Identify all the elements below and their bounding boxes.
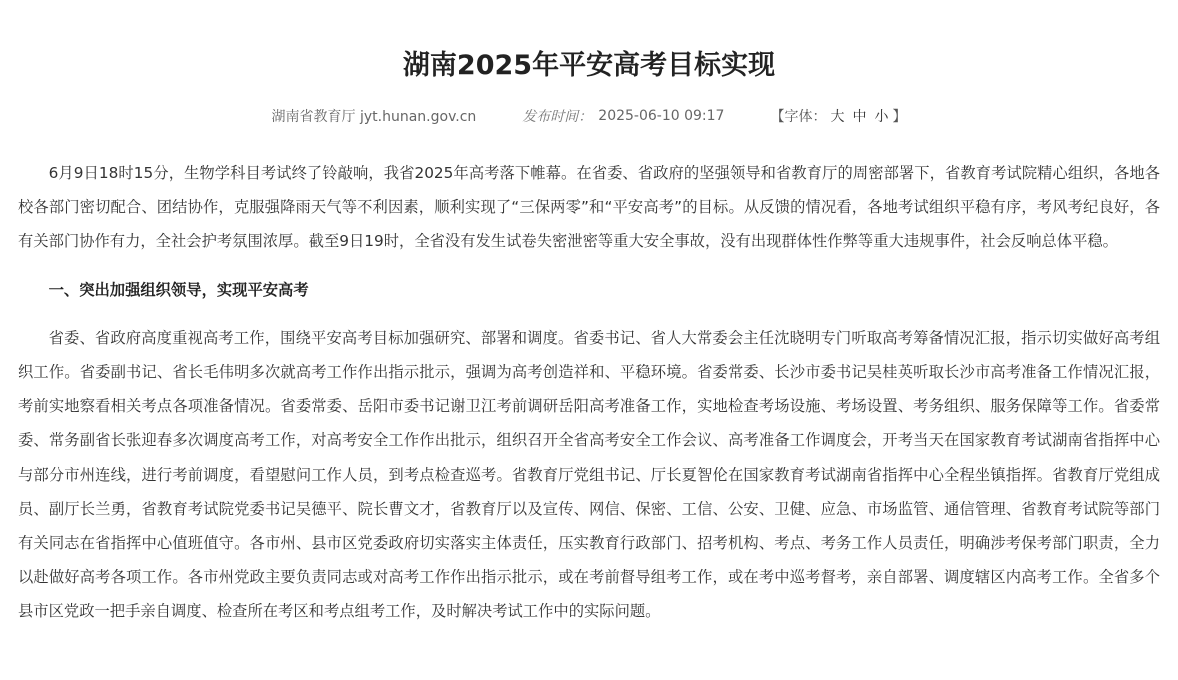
- article-content: [18, 156, 1160, 629]
- font-size-label: 【字体：: [770, 109, 827, 125]
- font-size-control: [770, 106, 906, 126]
- font-size-large-button[interactable]: 大: [830, 109, 845, 125]
- article-source: 湖南省教育厅 jyt.hunan.gov.cn: [271, 109, 477, 125]
- font-size-small-button[interactable]: 小: [874, 109, 889, 125]
- article-paragraph: 省委、省政府高度重视高考工作，围绕平安高考目标加强研究、部署和调度。省委书记、省人大常委会主任沈晓明专门听取高考筹备情况汇报，指示切实做好高考组织工作。省委副书记、省长毛伟明多次就高考工作作出指示批示，强调为高考创造祥和、平稳环境。省委常委、长沙市委书记吴桂英听取长沙市高考准备工作情况汇报，考前实地察看相关考点各项准备情况。省委常委、岳阳市委书记谢卫江考前调研岳阳高考准备工作，实地检查考场设施、考场设置、考务组织、服务保障等工作。省委常委、常务副省长张迎春多次调度高考工作，对高考安全工作作出批示，组织召开全省高考安全工作会议、高考准备工作调度会，开考当天在国家教育考试湖南省指挥中心与部分市州连线，进行考前调度，看望慰问工作人员，到考点检查巡考。省教育厅党组书记、厅长夏智伦在国家教育考试湖南省指挥中心全程坐镇指挥。省教育厅党组成员、副厅长兰勇，省教育考试院党委书记吴德平、院长曹文才，省教育厅以及宣传、网信、保密、工信、公安、卫健、应急、市场监管、通信管理、省教育考试院等部门有关同志在省指挥中心值班值守。各市州、县市区党委政府切实落实主体责任，压实教育行政部门、招考机构、考点、考务工作人员责任，明确涉考保考部门职责，全力以赴做好高考各项工作。各市州党政主要负责同志或对高考工作作出指示批示，或在考前督导组考工作，或在考中巡考督考，亲自部署、调度辖区内高考工作。全省多个县市区党政一把手亲自调度、检查所在考区和考点组考工作，及时解决考试工作中的实际问题。: [18, 328, 1160, 621]
- publish-time-label: 发布时间：: [522, 109, 593, 125]
- page-title: 湖南2025年平安高考目标实现: [402, 50, 776, 81]
- font-size-medium-button[interactable]: 中: [852, 109, 867, 125]
- font-size-bracket-close: 】: [892, 109, 907, 125]
- article-meta: [18, 104, 1160, 128]
- publish-time: 2025-06-10 09:17: [598, 108, 725, 124]
- section-heading: 一、突出加强组织领导，实现平安高考: [48, 280, 309, 299]
- article-paragraph: 6月9日18时15分，生物学科目考试终了铃敲响，我省2025年高考落下帷幕。在省委、省政府的坚强领导和省教育厅的周密部署下，省教育考试院精心组织，各地各校各部门密切配合、团结协作，克服强降雨天气等不利因素，顺利实现了“三保两零”和“平安高考”的目标。从反馈的情况看，各地考试组织平稳有序，考风考纪良好，各有关部门协作有力，全社会护考氛围浓厚。截至9日19时，全省没有发生试卷失密泄密等重大安全事故，没有出现群体性作弊等重大违规事件，社会反响总体平稳。: [18, 164, 1160, 251]
